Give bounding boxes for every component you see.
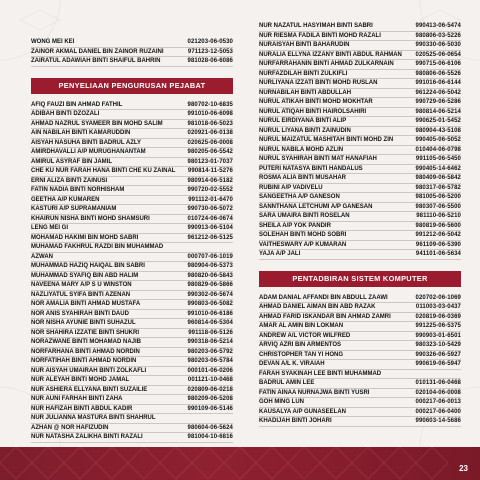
student-name: AZWAN xyxy=(31,253,53,260)
ic-number: 980702-10-6835 xyxy=(187,101,233,108)
ic-number: 980820-06-5843 xyxy=(187,272,233,279)
list-item xyxy=(259,408,461,418)
list-item xyxy=(31,386,233,396)
student-name: NURLIYANA IZZATI BINTI MOHD RUSLAN xyxy=(259,80,378,86)
student-name: KHADIJAH BINTI JOHARI xyxy=(259,418,332,424)
student-name: NURUL MAIZATUL MASHITAH BINTI MOHD ZIN xyxy=(259,137,394,143)
list-item xyxy=(259,70,461,80)
list-item xyxy=(259,351,461,361)
list-item xyxy=(31,310,233,320)
list-item xyxy=(31,215,233,225)
student-name: AISYAH NASUHA BINTI BADRUL AZLY xyxy=(31,139,142,146)
list-item xyxy=(259,136,461,146)
ic-number: 961224-06-5042 xyxy=(415,89,461,96)
list-item xyxy=(31,57,233,67)
ic-number: 990625-01-5452 xyxy=(415,118,461,124)
ic-number: 981018-06-5023 xyxy=(187,120,233,127)
ic-number: 000217-06-0400 xyxy=(415,408,461,415)
list-item xyxy=(259,89,461,99)
list-item xyxy=(31,281,233,291)
ic-number: 980806-06-5526 xyxy=(415,70,461,77)
student-name: NURUL EIRDIYANA BINTI ALIP xyxy=(259,118,347,124)
list-item xyxy=(31,357,233,367)
student-name: GOH MING LUN xyxy=(259,399,304,405)
student-name: CHRISTOPHER TAN YI HONG xyxy=(259,351,344,358)
list-item xyxy=(259,155,461,165)
right-section-list xyxy=(259,294,461,427)
ic-number: 981005-06-5200 xyxy=(415,194,461,200)
left-section-list xyxy=(31,101,233,443)
list-item xyxy=(31,319,233,329)
ic-number: 020625-06-0008 xyxy=(187,139,233,146)
student-name: NURUL ATIKAH BINTI MOHD MOKHTAR xyxy=(259,99,373,105)
list-item xyxy=(259,360,461,370)
student-name: BADRUL AMIN LEE xyxy=(259,380,315,386)
list-item xyxy=(259,165,461,175)
ic-number: 980209-06-5208 xyxy=(187,396,233,402)
student-name: SOLEHAH BINTI MOHD SOBRI xyxy=(259,232,347,238)
list-item xyxy=(259,417,461,427)
ic-number: 990903-01-6501 xyxy=(415,332,461,339)
student-name: NUR NATASHA ZALIKHA BINTI RAZALI xyxy=(31,434,143,440)
ic-number: 991212-06-5042 xyxy=(415,232,461,238)
student-name: ZAIRATUL ADAWIAH BINTI SHAIFUL BAHRIN xyxy=(31,58,161,64)
list-item xyxy=(31,205,233,215)
student-name: NURUL ATIQAH BINTI HAIROLSAHIRI xyxy=(259,108,367,115)
ic-number: 010131-06-0468 xyxy=(415,380,461,386)
ic-number: 010404-06-0798 xyxy=(415,146,461,153)
list-item xyxy=(259,370,461,380)
ic-number: 000707-06-1019 xyxy=(187,253,233,260)
list-item xyxy=(259,332,461,342)
student-name: NURAISYAH BINTI BAHARUDIN xyxy=(259,42,350,48)
student-name: ADAM DANIAL AFFANDI BIN ABDULL ZAAWI xyxy=(259,294,388,301)
list-item xyxy=(31,110,233,120)
ic-number: 990405-06-5052 xyxy=(415,137,461,143)
list-item xyxy=(259,322,461,332)
ic-number: 990603-14-5686 xyxy=(415,418,461,424)
page-number: 23 xyxy=(459,464,468,473)
ic-number: 980203-06-5784 xyxy=(187,358,233,364)
ic-number: 941101-06-5634 xyxy=(415,251,461,257)
student-name: MUHAMMAD SYAFIQ BIN ABD HALIM xyxy=(31,272,139,279)
student-name: MUHAMMAD HAZIQ HAIQAL BIN SABRI xyxy=(31,263,145,269)
student-name: NURNABILAH BINTI ABDULLAH xyxy=(259,89,352,96)
list-item xyxy=(259,241,461,251)
right-top-list xyxy=(259,22,461,260)
student-name: GEETHA A/P KUMAREN xyxy=(31,196,100,203)
list-item xyxy=(31,338,233,348)
student-name: YAJA A/P JALI xyxy=(259,251,301,257)
list-item xyxy=(259,117,461,127)
ic-number: 991016-06-6144 xyxy=(415,80,461,86)
student-name: SHEILA A/P YOK PANDIR xyxy=(259,222,331,229)
ic-number: 021203-06-0530 xyxy=(187,39,233,45)
ic-number: 991010-06-6186 xyxy=(187,310,233,317)
list-item xyxy=(31,158,233,168)
student-name: NUR NAZATUL HASYIMAH BINTI SABRI xyxy=(259,23,373,29)
list-item xyxy=(259,60,461,70)
ic-number: 000217-06-0013 xyxy=(415,399,461,405)
ic-number: 980307-06-5500 xyxy=(415,203,461,210)
list-item xyxy=(259,250,461,260)
ic-number: 980123-01-7037 xyxy=(187,158,233,165)
right-column xyxy=(259,22,461,427)
student-name: NURFARRAHANIN BINTI AHMAD ZULKARNAIN xyxy=(259,61,394,67)
student-name: MUHAMAD FAKHRUL RAZDI BIN MUHAMMAD xyxy=(31,244,164,250)
list-item xyxy=(31,253,233,263)
student-name: AHMAD NAZRUL SYAMEER BIN MOHD SALIM xyxy=(31,120,163,127)
list-item xyxy=(31,148,233,158)
student-name: AHMAD FARID ISKANDAR BIN AHMAD ZAMRI xyxy=(259,313,391,320)
student-name: AZHAN @ NOR HAFIZUDIN xyxy=(31,424,109,431)
student-name: AHMAD DANIEL AIMAN BIN ABD RAZAK xyxy=(259,304,376,310)
ic-number: 981110-06-5210 xyxy=(416,213,461,219)
list-item xyxy=(259,51,461,61)
ic-number: 990803-06-5082 xyxy=(187,301,233,307)
list-item xyxy=(259,203,461,213)
list-item xyxy=(31,300,233,310)
footer-pattern xyxy=(0,447,480,480)
student-name: ARVIQ AZRI BIN ARMENTOS xyxy=(259,342,342,348)
student-name: NURALIA ELLYNA IZZANY BINTI ABDUL RAHMAN xyxy=(259,51,402,58)
student-name: NORAZWANE BINTI MOHAMAD NAJIB xyxy=(31,339,141,345)
ic-number: 990413-06-5474 xyxy=(415,23,461,29)
list-item xyxy=(31,48,233,58)
ic-number: 020921-06-0138 xyxy=(187,130,233,136)
ic-number: 990318-06-5214 xyxy=(187,339,233,345)
student-name: NURFAZDILAH BINTI ZULKIFLI xyxy=(259,70,348,77)
student-name: NURUL NABILA MOHD AZLIN xyxy=(259,146,344,153)
student-name: LENG MEI GI xyxy=(31,225,69,231)
list-item xyxy=(259,389,461,399)
list-item xyxy=(259,184,461,194)
student-name: NUR AUNI FARHAH BINTI ZAHA xyxy=(31,396,123,402)
ic-number: 990619-06-5947 xyxy=(415,361,461,367)
student-name: AFIQ FAUZI BIN AHMAD FATHIL xyxy=(31,101,123,108)
list-item xyxy=(31,243,233,253)
ic-number: 980806-03-5226 xyxy=(415,32,461,39)
ic-number: 991118-06-5126 xyxy=(188,329,233,336)
section-header-penyeliaan: PENYELIAAN PENGURUSAN PEJABAT xyxy=(31,78,233,94)
list-item xyxy=(31,433,233,443)
ic-number: 980409-06-5842 xyxy=(415,175,461,181)
student-name: ANDREW A/L VICTOR WILFRED xyxy=(259,332,351,339)
ic-number: 980904-43-5108 xyxy=(415,127,461,134)
list-item xyxy=(259,41,461,51)
list-item xyxy=(259,303,461,313)
student-name: KAUSALYA A/P GUNASEELAN xyxy=(259,408,347,415)
list-item xyxy=(31,395,233,405)
ic-number: 960814-06-5304 xyxy=(187,320,233,326)
student-name: KHAIRUN NISHA BINTI MOHD SHAMSURI xyxy=(31,215,150,222)
student-name: KASTURI A/P SUPRAMANIAM xyxy=(31,206,117,212)
list-item xyxy=(259,98,461,108)
student-name: NUR ALEYAH BINTI MOHD JAMAL xyxy=(31,377,130,383)
left-column xyxy=(31,38,233,443)
ic-number: 990913-06-5104 xyxy=(187,225,233,231)
ic-number: 980829-06-5866 xyxy=(187,282,233,288)
ic-number: 990109-06-5146 xyxy=(187,405,233,412)
list-item xyxy=(31,129,233,139)
list-item xyxy=(31,120,233,130)
list-item xyxy=(31,196,233,206)
ic-number: 980323-10-5429 xyxy=(415,342,461,348)
student-name: NOR ANIS SYAHIRAH BINTI DAUD xyxy=(31,310,129,317)
ic-number: 980203-06-5792 xyxy=(187,348,233,355)
ic-number: 991010-06-6098 xyxy=(187,111,233,117)
list-item xyxy=(31,414,233,424)
ic-number: 020104-06-0008 xyxy=(415,389,461,396)
list-item xyxy=(259,398,461,408)
ic-number: 011003-03-0437 xyxy=(415,304,461,310)
ic-number: 980814-06-5214 xyxy=(415,108,461,115)
ic-number: 990814-11-5276 xyxy=(187,168,233,174)
student-name: AMIRDHAVALLI A/P MURUGHANANTAM xyxy=(31,149,146,155)
list-item xyxy=(31,167,233,177)
list-item xyxy=(259,32,461,42)
student-name: NOR NISHA AYUNIE BINTI SUHAZUL xyxy=(31,320,136,326)
student-name: FATIN NADIA BINTI NORHISHAM xyxy=(31,187,125,193)
list-item xyxy=(31,367,233,377)
student-name: NORFATIHAH BINTI AHMAD NORDIN xyxy=(31,358,137,364)
ic-number: 961212-06-5125 xyxy=(187,234,233,241)
student-name: VAITHESWARY A/P KUMARAN xyxy=(259,241,347,248)
student-name: CHE KU NUR FARAH HANA BINTI CHE KU ZAINAL xyxy=(31,168,176,174)
ic-number: 980904-06-5373 xyxy=(187,263,233,269)
list-item xyxy=(31,291,233,301)
ic-number: 980317-06-5782 xyxy=(415,184,461,191)
ic-number: 990405-14-6462 xyxy=(415,165,461,172)
student-name: NURUL SYAHIRAH BINTI MAT HANAFIAH xyxy=(259,156,377,162)
list-item xyxy=(31,234,233,244)
list-item xyxy=(259,174,461,184)
left-top-list xyxy=(31,38,233,67)
ic-number: 020702-06-1069 xyxy=(415,294,461,301)
ic-number: 981004-10-6816 xyxy=(187,434,233,440)
student-name: NAZLIYATUL SYIFA BINTI AZENAN xyxy=(31,291,131,298)
student-name: NUR RIESMA FADILA BINTI MOHD RAZALI xyxy=(259,32,381,39)
list-item xyxy=(31,272,233,282)
list-item xyxy=(259,108,461,118)
student-name: SANGEETHA A/P GANESON xyxy=(259,194,340,200)
ic-number: 000101-06-0206 xyxy=(187,367,233,374)
student-name: ADIBAH BINTI DZOZALI xyxy=(31,111,100,117)
student-name: NUR HAFIZAH BINTI ABDUL KADIR xyxy=(31,405,133,412)
list-item xyxy=(259,22,461,32)
student-name: MOHAMAD HAKIMI BIN MOHD SABRI xyxy=(31,234,139,241)
ic-number: 990302-06-5674 xyxy=(187,291,233,298)
footer-band xyxy=(0,447,480,480)
student-name: AIN NABILAH BINTI KAMARUDDIN xyxy=(31,130,131,136)
student-name: RUBINI A/P VADIVELU xyxy=(259,184,323,191)
student-name: SANNTHANA LETCHUMI A/P GANESAN xyxy=(259,203,373,210)
student-name: ERNI ALIZA BINTI ZAINUSI xyxy=(31,177,108,184)
list-item xyxy=(31,139,233,149)
student-name: NOR AMALIA BINTI AHMAD MUSTAFA xyxy=(31,301,141,307)
ic-number: 961109-06-5390 xyxy=(415,241,461,248)
ic-number: 971123-12-5053 xyxy=(187,48,233,55)
student-name: WONG MEI KEI xyxy=(31,39,75,45)
list-item xyxy=(31,262,233,272)
student-name: NUR JULIANNA MASTURA BINTI SHAHRUL xyxy=(31,415,156,421)
student-name: PUTERI NATASYA BINTI HANDALUS xyxy=(259,165,363,172)
list-item xyxy=(259,127,461,137)
student-name: FATIN AINAA NURNAJWA BINTI YUSRI xyxy=(259,389,370,396)
ic-number: 991112-01-6470 xyxy=(188,196,233,203)
list-item xyxy=(31,101,233,111)
ic-number: 020525-06-0654 xyxy=(415,51,461,58)
student-name: NOR SHAHIRA IZZATIE BINTI SHUKRI xyxy=(31,329,139,336)
ic-number: 990715-06-6106 xyxy=(415,61,461,67)
ic-number: 990730-06-5072 xyxy=(187,206,233,212)
list-item xyxy=(259,294,461,304)
list-item xyxy=(31,329,233,339)
ic-number: 980819-06-5600 xyxy=(415,222,461,229)
student-name: AMIRUL ASYRAF BIN JAMIL xyxy=(31,158,112,165)
ic-number: 020809-06-0218 xyxy=(187,386,233,393)
student-name: NURUL LIYANA BINTI ZAINUDIN xyxy=(259,127,351,134)
section-header-pentadbiran: PENTADBIRAN SISTEM KOMPUTER xyxy=(259,271,461,287)
list-item xyxy=(259,313,461,323)
list-item xyxy=(259,231,461,241)
student-name: ROSMA ALIA BINTI MUSAHAR xyxy=(259,175,346,181)
ic-number: 001121-10-0468 xyxy=(187,377,233,383)
student-name: NAVEENA MARY A/P S U WINSTON xyxy=(31,282,132,288)
ic-number: 020819-06-0369 xyxy=(415,313,461,320)
ic-number: 981028-06-6086 xyxy=(187,58,233,64)
list-item xyxy=(31,177,233,187)
ic-number: 990720-02-5552 xyxy=(187,187,233,193)
list-item xyxy=(259,222,461,232)
list-item xyxy=(31,424,233,434)
list-item xyxy=(259,146,461,156)
student-name: DEVAN A/L K. VIRAIAH xyxy=(259,361,325,367)
student-name: NUR AISYAH UMAIRAH BINTI ZOLKAFLI xyxy=(31,367,147,374)
list-item xyxy=(259,79,461,89)
student-name: FARAH SYAKINAH LEE BINTI MUHAMMAD xyxy=(259,370,382,377)
list-item xyxy=(31,38,233,48)
ic-number: 980205-06-5542 xyxy=(187,149,233,155)
ic-number: 991225-06-5375 xyxy=(415,323,461,329)
ic-number: 990330-06-5030 xyxy=(415,42,461,48)
list-item xyxy=(31,348,233,358)
list-item xyxy=(31,376,233,386)
list-item xyxy=(31,405,233,415)
student-name: AMAR AL AMIN BIN LOKMAN xyxy=(259,323,344,329)
ic-number: 991105-06-5450 xyxy=(415,156,461,162)
list-item xyxy=(259,379,461,389)
list-item xyxy=(31,186,233,196)
ic-number: 010724-06-0674 xyxy=(187,215,233,222)
list-item xyxy=(31,224,233,234)
ic-number: 980604-06-5624 xyxy=(187,424,233,431)
student-name: SARA UMAIRA BINTI ROSELAN xyxy=(259,213,350,219)
student-name: ZAINOR AKMAL DANIEL BIN ZAINOR RUZAINI xyxy=(31,48,164,55)
student-name: NUR ASHIERA ELLYANA BINTI SUZAILIE xyxy=(31,386,148,393)
list-item xyxy=(259,212,461,222)
ic-number: 990729-06-5286 xyxy=(415,99,461,105)
list-item xyxy=(259,341,461,351)
ic-number: 980914-06-5182 xyxy=(187,177,233,184)
ic-number: 990326-06-5927 xyxy=(415,351,461,358)
student-name: NORFARHANA BINTI AHMAD NORDIN xyxy=(31,348,140,355)
list-item xyxy=(259,193,461,203)
